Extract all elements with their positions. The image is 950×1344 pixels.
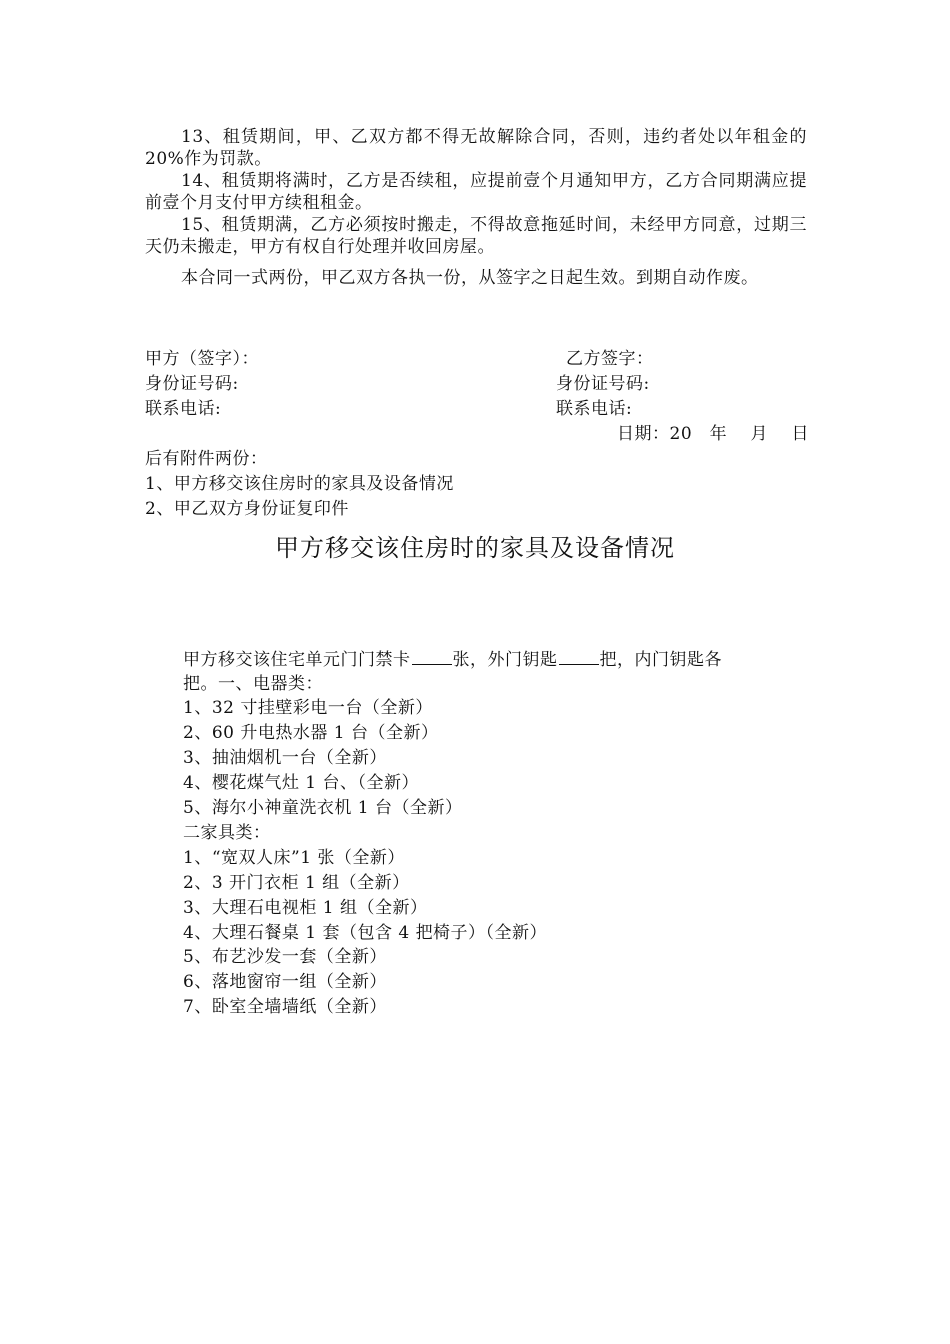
- furniture-item: 7、卧室全墙墙纸（全新）: [183, 997, 387, 1017]
- appliance-item: 1、32 寸挂壁彩电一台（全新）: [183, 698, 433, 718]
- appendix-intro-continuation: 把。一、电器类：: [183, 674, 323, 694]
- appliance-item: 2、60 升电热水器 1 台（全新）: [183, 723, 439, 743]
- attachment-item: 2、甲乙双方身份证复印件: [145, 499, 349, 519]
- appliance-item: 3、抽油烟机一台（全新）: [183, 748, 387, 768]
- furniture-item: 1、“宽双人床”1 张（全新）: [183, 848, 405, 868]
- party-b-phone-label: 联系电话:: [556, 399, 633, 419]
- furniture-item: 4、大理石餐桌 1 套（包含 4 把椅子）（全新）: [183, 923, 548, 943]
- furniture-item: 5、布艺沙发一套（全新）: [183, 947, 387, 967]
- appendix-title: 甲方移交该住房时的家具及设备情况: [275, 534, 675, 562]
- furniture-item: 6、落地窗帘一组（全新）: [183, 972, 387, 992]
- furniture-item: 3、大理石电视柜 1 组（全新）: [183, 898, 428, 918]
- outer-key-count-blank: [559, 649, 599, 665]
- clause-15: 15、租赁期满，乙方必须按时搬走，不得故意拖延时间，未经甲方同意，过期三天仍未搬走，甲方有权自行处理并收回房屋。: [145, 215, 807, 257]
- attachments-intro: 后有附件两份：: [145, 449, 268, 469]
- party-b-sign-label: 乙方签字：: [566, 349, 654, 369]
- appendix-intro-text: 张，外门钥匙: [452, 650, 558, 670]
- attachment-item: 1、甲方移交该住房时的家具及设备情况: [145, 474, 454, 494]
- effective-clause: 本合同一式两份，甲乙双方各执一份，从签字之日起生效。到期自动作废。: [181, 268, 759, 288]
- appliance-item: 4、樱花煤气灶 1 台、（全新）: [183, 773, 419, 793]
- date-line: 日期：20 年 月 日: [617, 424, 809, 444]
- party-a-sign-label: 甲方（签字）：: [145, 349, 259, 369]
- furniture-item: 2、3 开门衣柜 1 组（全新）: [183, 873, 410, 893]
- appendix-intro-text: 甲方移交该住宅单元门门禁卡: [183, 650, 411, 670]
- appliance-item: 5、海尔小神童洗衣机 1 台（全新）: [183, 798, 463, 818]
- clause-14: 14、租赁期将满时，乙方是否续租，应提前壹个月通知甲方，乙方合同期满应提前壹个月支付甲方续租租金。: [145, 171, 807, 213]
- party-b-id-label: 身份证号码:: [556, 374, 650, 394]
- clause-13: 13、租赁期间，甲、乙双方都不得无故解除合同，否则，违约者处以年租金的20%作为罚款。: [145, 127, 807, 169]
- party-a-phone-label: 联系电话:: [145, 399, 222, 419]
- appendix-intro-text: 把，内门钥匙各: [599, 650, 722, 670]
- appendix-intro-line: [183, 649, 722, 671]
- card-count-blank: [412, 649, 452, 665]
- party-a-id-label: 身份证号码:: [145, 374, 239, 394]
- furniture-heading: 二家具类：: [183, 823, 271, 843]
